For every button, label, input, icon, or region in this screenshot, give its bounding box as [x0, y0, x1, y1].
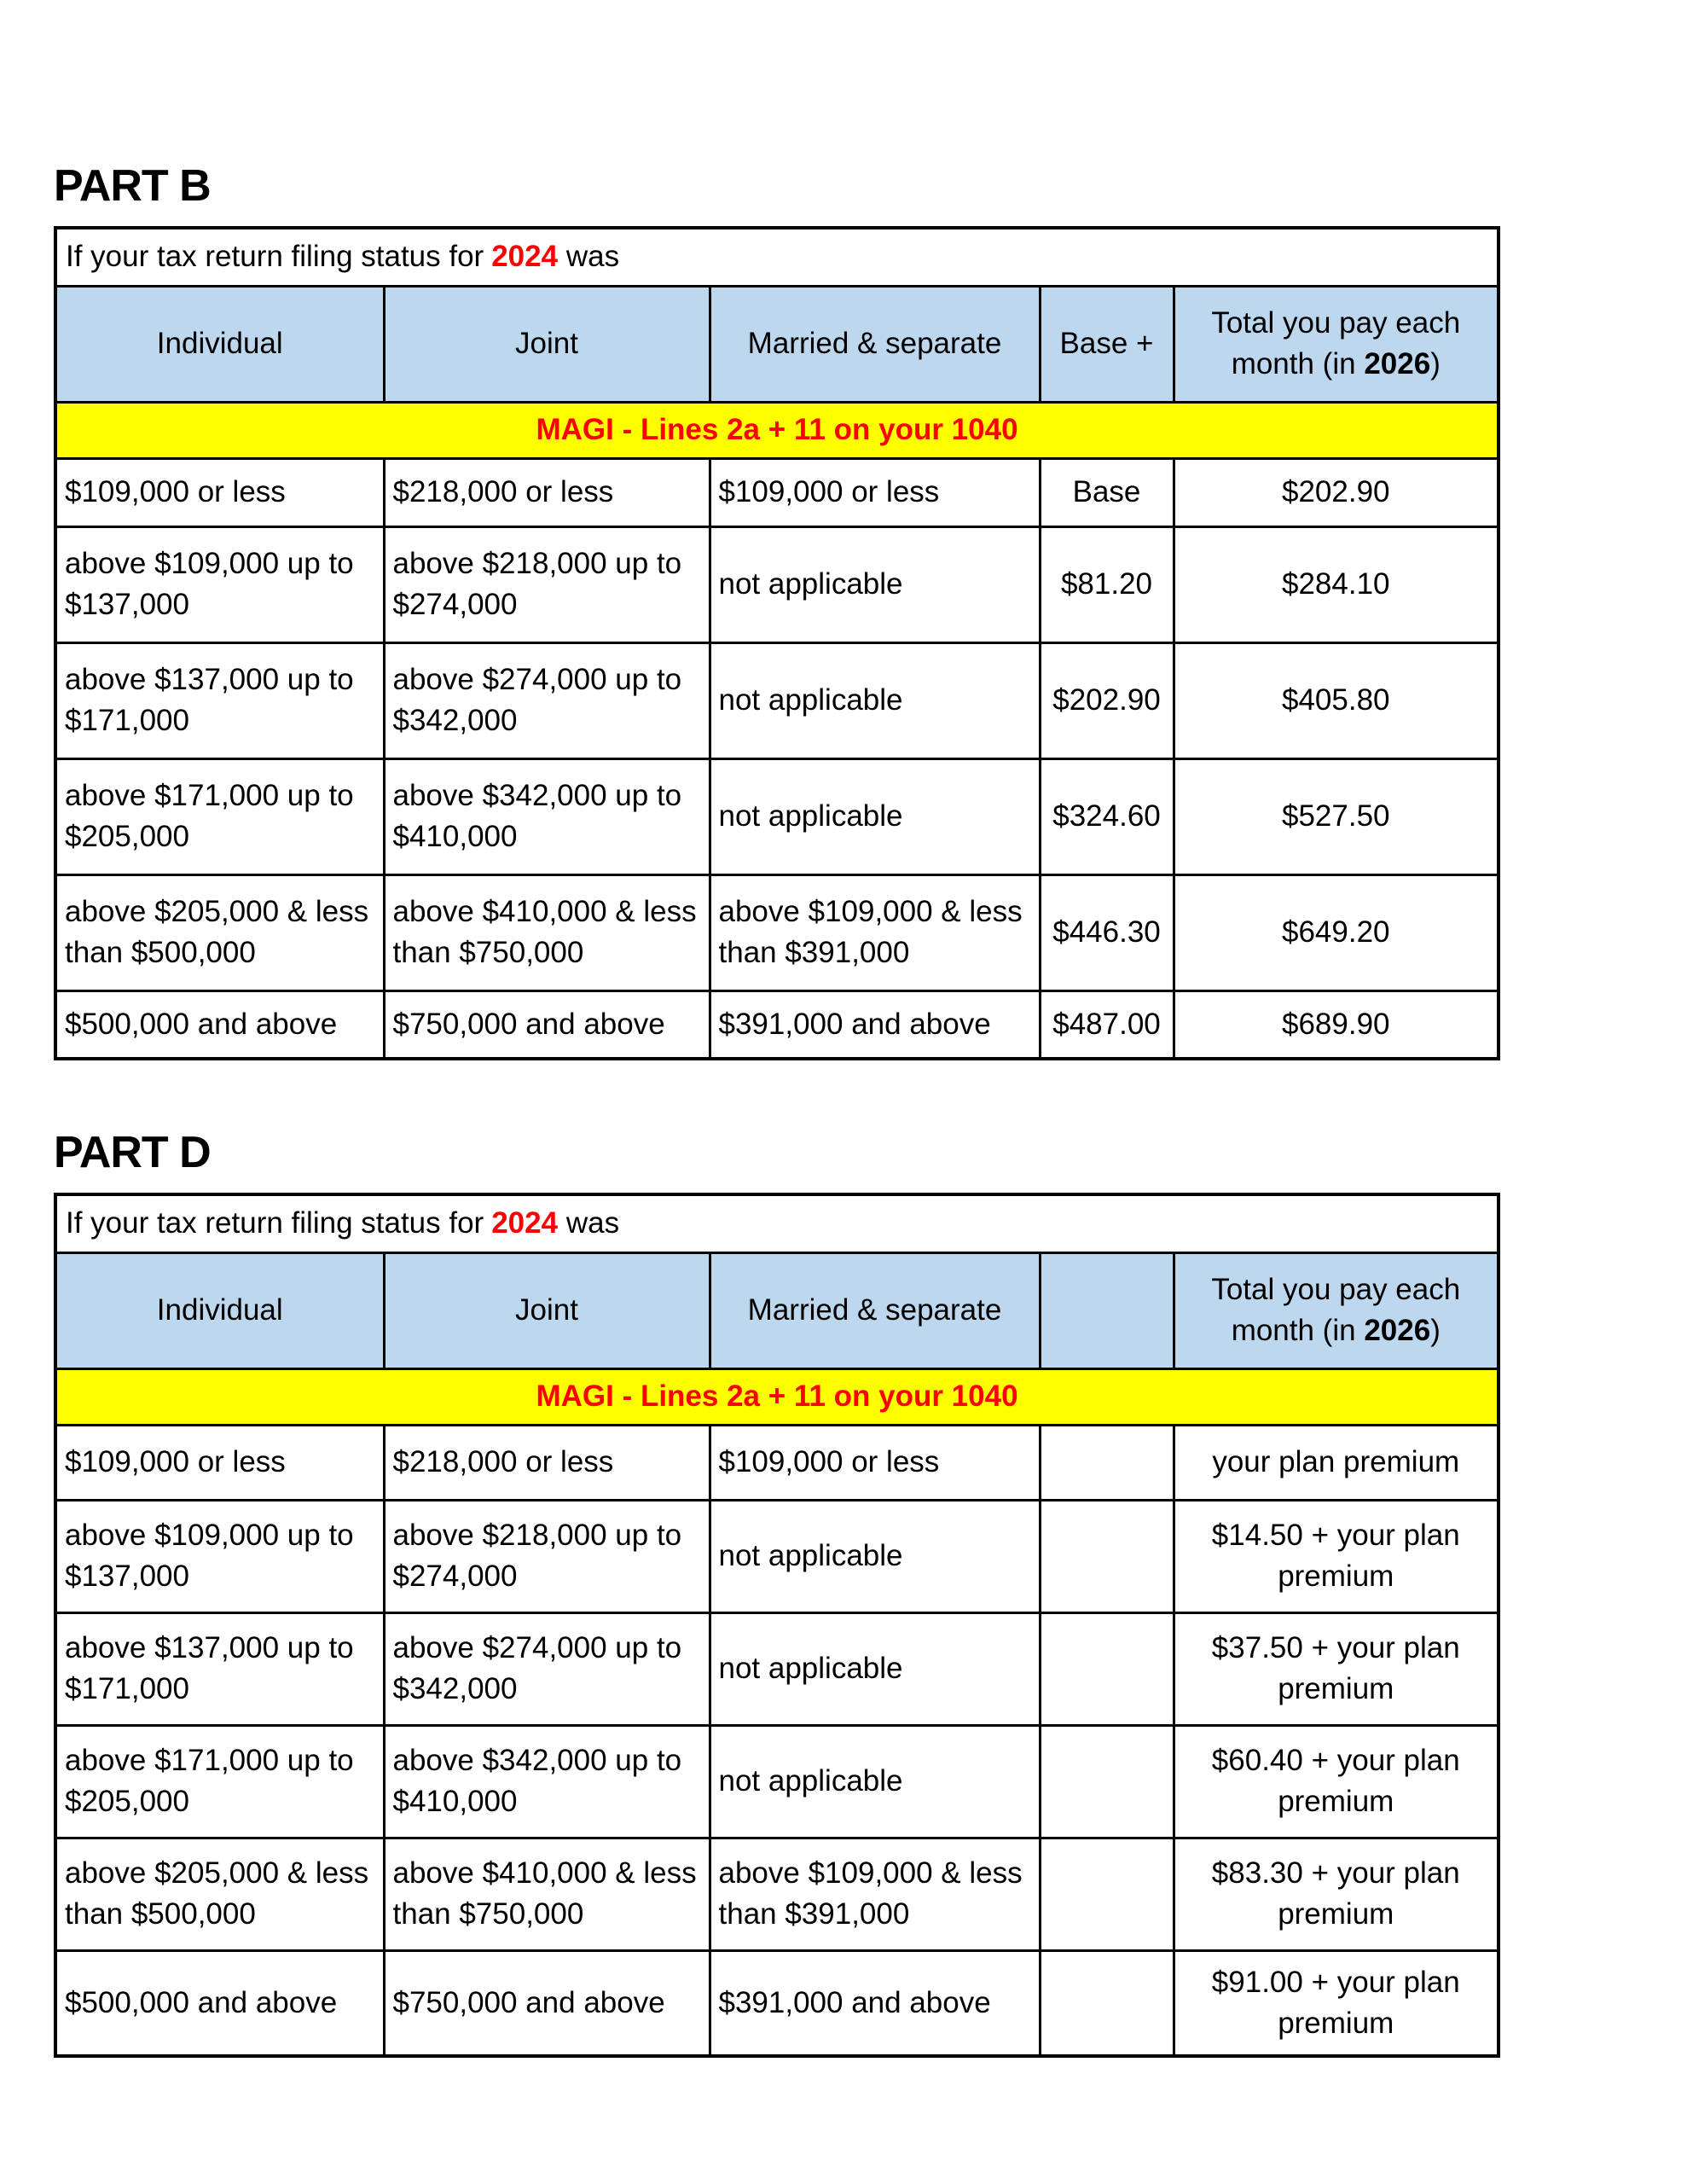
magi-label: MAGI - Lines 2a + 11 on your 1040 [55, 402, 1499, 458]
cell-joint: $218,000 or less [384, 1425, 710, 1500]
cell-base-plus: $446.30 [1040, 874, 1174, 990]
cell-blank [1040, 1425, 1174, 1500]
cell-joint: above $218,000 up to $274,000 [384, 1500, 710, 1612]
filing-status-suffix: was [565, 240, 620, 274]
header-married-separate: Married & separate [710, 1252, 1040, 1368]
cell-individual: above $109,000 up to $137,000 [55, 1500, 384, 1612]
filing-status-cell [55, 228, 1499, 286]
cell-blank [1040, 1838, 1174, 1950]
cell-married-separate: $109,000 or less [710, 1425, 1040, 1500]
part-d-title: PART D [54, 1128, 211, 1178]
cell-joint: $750,000 and above [384, 1950, 710, 2056]
cell-married-separate: not applicable [710, 642, 1040, 758]
cell-total: $405.80 [1174, 642, 1499, 758]
filing-status-text: If your tax return filing status for [66, 240, 484, 274]
cell-total: $91.00 + your plan premium [1174, 1950, 1499, 2056]
filing-status-row [55, 1194, 1499, 1252]
cell-married-separate: above $109,000 & less than $391,000 [710, 874, 1040, 990]
header-total-text: Total you pay each month (in [1211, 1273, 1461, 1348]
cell-base-plus: $81.20 [1040, 526, 1174, 642]
cell-individual: above $205,000 & less than $500,000 [55, 1838, 384, 1950]
cell-married-separate: not applicable [710, 1612, 1040, 1725]
cell-total: $202.90 [1174, 458, 1499, 526]
cell-married-separate: above $109,000 & less than $391,000 [710, 1838, 1040, 1950]
magi-row [55, 402, 1499, 458]
cell-joint: above $274,000 up to $342,000 [384, 1612, 710, 1725]
cell-blank [1040, 1612, 1174, 1725]
cell-married-separate: not applicable [710, 1500, 1040, 1612]
cell-joint: above $410,000 & less than $750,000 [384, 874, 710, 990]
header-base-plus: Base + [1040, 286, 1174, 402]
filing-status-row [55, 228, 1499, 286]
cell-total: $527.50 [1174, 758, 1499, 874]
table-row [55, 1950, 1499, 2056]
header-total [1174, 286, 1499, 402]
cell-individual: above $205,000 & less than $500,000 [55, 874, 384, 990]
header-total-close: ) [1430, 347, 1441, 381]
header-individual: Individual [55, 286, 384, 402]
cell-total: $83.30 + your plan premium [1174, 1838, 1499, 1950]
header-total-year: 2026 [1364, 347, 1431, 381]
part-b-table [54, 226, 1500, 1060]
cell-individual: above $137,000 up to $171,000 [55, 642, 384, 758]
cell-individual: $109,000 or less [55, 458, 384, 526]
cell-base-plus: $324.60 [1040, 758, 1174, 874]
cell-joint: above $274,000 up to $342,000 [384, 642, 710, 758]
table-row [55, 758, 1499, 874]
cell-blank [1040, 1500, 1174, 1612]
part-d-table [54, 1193, 1500, 2058]
cell-married-separate: $391,000 and above [710, 1950, 1040, 2056]
cell-joint: above $342,000 up to $410,000 [384, 758, 710, 874]
table-row [55, 1612, 1499, 1725]
header-married-separate: Married & separate [710, 286, 1040, 402]
cell-total: $649.20 [1174, 874, 1499, 990]
cell-individual: above $171,000 up to $205,000 [55, 758, 384, 874]
cell-total: your plan premium [1174, 1425, 1499, 1500]
cell-total: $60.40 + your plan premium [1174, 1725, 1499, 1838]
table-row [55, 1425, 1499, 1500]
magi-row [55, 1368, 1499, 1425]
cell-base-plus: Base [1040, 458, 1174, 526]
cell-base-plus: $202.90 [1040, 642, 1174, 758]
cell-blank [1040, 1725, 1174, 1838]
table-row [55, 990, 1499, 1059]
header-total-close: ) [1430, 1314, 1441, 1348]
cell-joint: $218,000 or less [384, 458, 710, 526]
part-b-title: PART B [54, 161, 211, 211]
cell-married-separate: $109,000 or less [710, 458, 1040, 526]
cell-total: $14.50 + your plan premium [1174, 1500, 1499, 1612]
table-row [55, 874, 1499, 990]
cell-individual: $500,000 and above [55, 990, 384, 1059]
cell-total: $37.50 + your plan premium [1174, 1612, 1499, 1725]
table-row [55, 1500, 1499, 1612]
cell-joint: above $218,000 up to $274,000 [384, 526, 710, 642]
table-row [55, 1725, 1499, 1838]
column-header-row [55, 286, 1499, 402]
cell-joint: above $342,000 up to $410,000 [384, 1725, 710, 1838]
cell-individual: above $109,000 up to $137,000 [55, 526, 384, 642]
cell-base-plus: $487.00 [1040, 990, 1174, 1059]
cell-individual: $500,000 and above [55, 1950, 384, 2056]
table-row [55, 526, 1499, 642]
cell-married-separate: not applicable [710, 1725, 1040, 1838]
cell-total: $689.90 [1174, 990, 1499, 1059]
cell-individual: above $171,000 up to $205,000 [55, 1725, 384, 1838]
cell-individual: above $137,000 up to $171,000 [55, 1612, 384, 1725]
header-blank [1040, 1252, 1174, 1368]
filing-status-text: If your tax return filing status for [66, 1206, 484, 1240]
tax-year: 2024 [491, 240, 559, 274]
header-total-text: Total you pay each month (in [1211, 305, 1461, 381]
tax-year: 2024 [491, 1206, 559, 1240]
cell-individual: $109,000 or less [55, 1425, 384, 1500]
header-total [1174, 1252, 1499, 1368]
part-d-section [54, 1129, 1687, 2058]
magi-label: MAGI - Lines 2a + 11 on your 1040 [55, 1368, 1499, 1425]
cell-married-separate: $391,000 and above [710, 990, 1040, 1059]
cell-blank [1040, 1950, 1174, 2056]
table-row [55, 1838, 1499, 1950]
table-row [55, 642, 1499, 758]
cell-joint: above $410,000 & less than $750,000 [384, 1838, 710, 1950]
column-header-row [55, 1252, 1499, 1368]
cell-total: $284.10 [1174, 526, 1499, 642]
filing-status-suffix: was [565, 1206, 620, 1240]
part-b-section [54, 162, 1687, 1060]
cell-married-separate: not applicable [710, 758, 1040, 874]
header-joint: Joint [384, 1252, 710, 1368]
filing-status-cell [55, 1194, 1499, 1252]
table-row [55, 458, 1499, 526]
header-individual: Individual [55, 1252, 384, 1368]
header-total-year: 2026 [1364, 1314, 1431, 1348]
header-joint: Joint [384, 286, 710, 402]
cell-joint: $750,000 and above [384, 990, 710, 1059]
cell-married-separate: not applicable [710, 526, 1040, 642]
